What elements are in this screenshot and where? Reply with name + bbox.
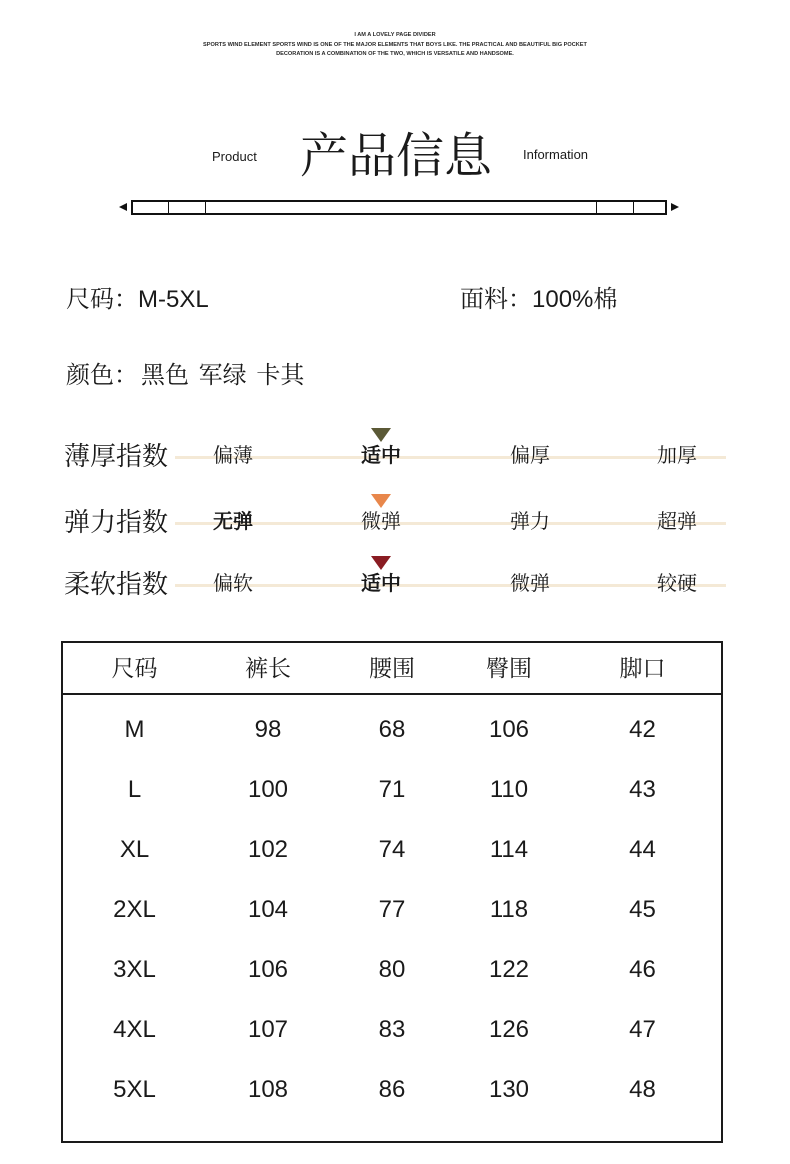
- page-divider-tagline: [0, 31, 790, 60]
- title-divider: [119, 200, 681, 215]
- column-header-length: 裤长: [245, 655, 291, 681]
- index-option-label: 无弹: [213, 511, 253, 533]
- title-english-left: Product: [212, 149, 257, 164]
- index-option: [213, 573, 253, 595]
- cell-length: 102: [247, 836, 289, 863]
- index-option-label: 弹力: [510, 511, 550, 533]
- index-label: 柔软指数: [64, 569, 169, 599]
- column-header-leg-opening: 脚口: [619, 655, 666, 681]
- cell-waist: 74: [378, 836, 406, 863]
- cell-size: 3XL: [113, 956, 156, 983]
- table-row: [63, 700, 721, 760]
- table-row: [63, 820, 721, 880]
- level-marker-icon: [371, 428, 391, 442]
- cell-hip: 114: [489, 836, 529, 863]
- cell-leg-opening: 45: [629, 896, 656, 923]
- scale-line: [175, 456, 726, 459]
- index-option: [657, 573, 697, 595]
- spec-colors: [66, 362, 304, 390]
- table-header-row: [63, 643, 721, 695]
- left-arrow-icon: [119, 203, 127, 211]
- table-body: [63, 695, 721, 1120]
- cell-leg-opening: 42: [629, 716, 656, 743]
- divider-tick: [205, 202, 206, 213]
- divider-tick: [168, 202, 169, 213]
- cell-length: 104: [247, 896, 289, 923]
- index-option-label: 微弹: [361, 511, 401, 533]
- index-option: [213, 511, 253, 533]
- cell-leg-opening: 46: [629, 956, 656, 983]
- index-option-label: 超弹: [657, 511, 697, 533]
- level-marker-icon: [371, 494, 391, 508]
- spec-size: [66, 286, 209, 314]
- index-option-label: 偏软: [213, 573, 253, 595]
- cell-leg-opening: 48: [629, 1076, 656, 1103]
- cell-size: M: [124, 716, 145, 743]
- cell-leg-opening: 44: [629, 836, 656, 863]
- cell-size: L: [127, 776, 142, 803]
- color-option: 军绿: [198, 362, 247, 389]
- column-header-waist: 腰围: [369, 655, 415, 681]
- cell-size: 4XL: [113, 1016, 156, 1043]
- spec-size-value: M-5XL: [138, 286, 209, 313]
- cell-hip: 106: [488, 716, 530, 743]
- scale-line: [175, 522, 726, 525]
- cell-length: 98: [254, 716, 282, 743]
- spec-size-label: 尺码：: [66, 286, 138, 313]
- index-label: 弹力指数: [64, 507, 169, 537]
- tagline-line-2: SPORTS WIND ELEMENT SPORTS WIND IS ONE OF THE MAJOR ELEMENTS THAT BOYS LIKE. THE PRACTICAL AND BEAUTIFUL BIG POCKET: [203, 41, 587, 48]
- cell-waist: 83: [378, 1016, 406, 1043]
- spec-fabric: [460, 286, 617, 314]
- spec-fabric-label: 面料：: [460, 286, 532, 313]
- index-option: [510, 573, 550, 595]
- index-option: [657, 511, 697, 533]
- size-table: [61, 641, 723, 1143]
- color-option: 卡其: [256, 362, 305, 389]
- column-header-size: 尺码: [111, 655, 158, 681]
- column-header-hip: 臀围: [486, 655, 532, 681]
- cell-size: 5XL: [113, 1076, 156, 1103]
- cell-size: XL: [119, 836, 150, 863]
- cell-waist: 80: [378, 956, 406, 983]
- cell-waist: 86: [378, 1076, 406, 1103]
- table-row: [63, 1060, 721, 1120]
- level-marker-icon: [371, 556, 391, 570]
- spec-fabric-value: 100%棉: [532, 286, 618, 313]
- index-option: [213, 445, 253, 467]
- title-english-right: Information: [523, 147, 589, 162]
- cell-length: 108: [247, 1076, 289, 1103]
- cell-length: 106: [247, 956, 289, 983]
- index-option: [361, 445, 401, 467]
- index-label: 薄厚指数: [64, 441, 169, 471]
- index-option: [510, 445, 550, 467]
- divider-bar: [131, 200, 667, 215]
- color-option: 黑色: [141, 362, 189, 389]
- index-option: [510, 511, 550, 533]
- index-option: [657, 445, 697, 467]
- index-option-label: 偏厚: [510, 445, 550, 467]
- index-option-label: 适中: [361, 445, 401, 467]
- cell-waist: 71: [378, 776, 406, 803]
- spec-colors-label: 颜色：: [66, 362, 138, 389]
- index-option: [361, 511, 401, 533]
- tagline-line-1: I AM A LOVELY PAGE DIVIDER: [354, 32, 436, 38]
- divider-tick: [633, 202, 634, 213]
- cell-waist: 68: [378, 716, 406, 743]
- index-option-label: 较硬: [657, 573, 697, 595]
- index-option: [361, 573, 401, 595]
- right-arrow-icon: [671, 203, 679, 211]
- index-option-label: 微弹: [510, 573, 550, 595]
- index-option-label: 偏薄: [213, 445, 253, 467]
- cell-waist: 77: [378, 896, 406, 923]
- tagline-line-3: DECORATION IS A COMBINATION OF THE TWO, WHICH IS VERSATILE AND HANDSOME.: [276, 51, 514, 57]
- cell-length: 100: [247, 776, 289, 803]
- table-row: [63, 940, 721, 1000]
- cell-leg-opening: 43: [629, 776, 656, 803]
- cell-size: 2XL: [113, 896, 156, 923]
- table-row: [63, 760, 721, 820]
- cell-hip: 130: [488, 1076, 530, 1103]
- table-row: [63, 880, 721, 940]
- page-title: 产品信息: [300, 130, 493, 183]
- cell-leg-opening: 47: [629, 1016, 656, 1043]
- cell-hip: 122: [488, 956, 530, 983]
- cell-hip: 110: [489, 776, 529, 803]
- cell-length: 107: [247, 1016, 289, 1043]
- index-option-label: 加厚: [657, 445, 697, 467]
- table-row: [63, 1000, 721, 1060]
- divider-tick: [596, 202, 597, 213]
- cell-hip: 118: [489, 896, 529, 923]
- index-option-label: 适中: [361, 573, 401, 595]
- cell-hip: 126: [488, 1016, 530, 1043]
- scale-line: [175, 584, 726, 587]
